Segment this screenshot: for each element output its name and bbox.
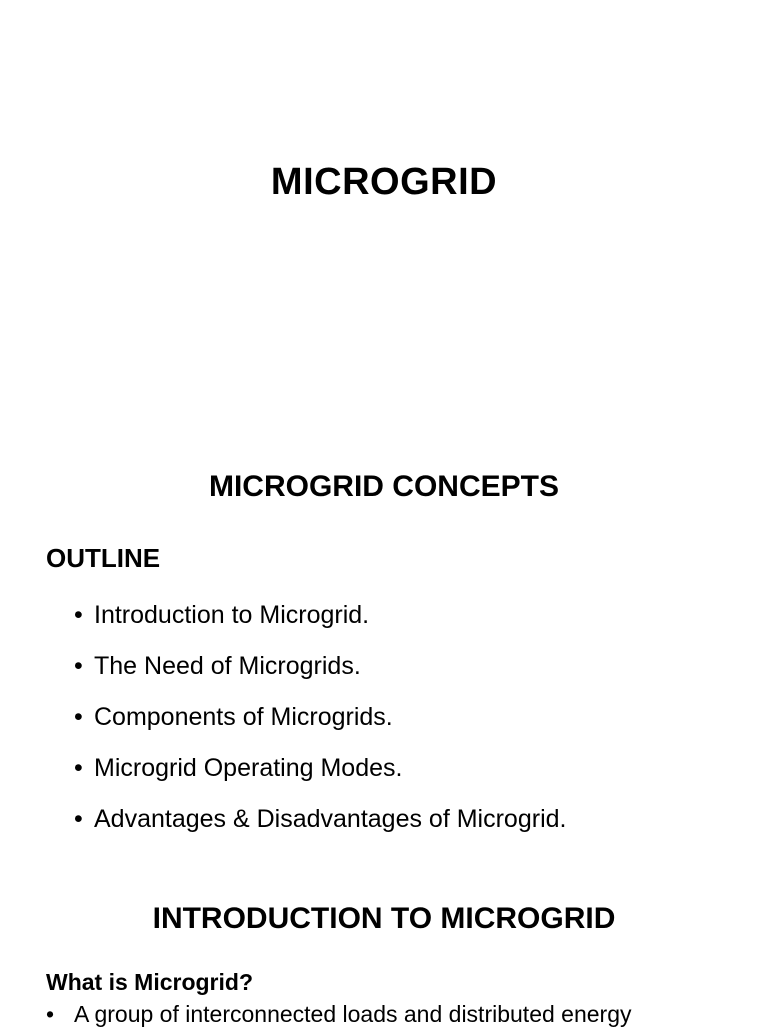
bullet-icon: • bbox=[74, 805, 83, 833]
introduction-section-title: INTRODUCTION TO MICROGRID bbox=[152, 902, 616, 935]
bullet-icon: • bbox=[74, 652, 83, 680]
bullet-icon: • bbox=[46, 1001, 55, 1027]
list-item bbox=[74, 641, 566, 692]
outline-list bbox=[74, 590, 566, 845]
outline-item-label: The Need of Microgrids. bbox=[94, 652, 361, 680]
list-item bbox=[74, 692, 566, 743]
bullet-icon: • bbox=[74, 703, 83, 731]
what-is-microgrid-heading: What is Microgrid? bbox=[46, 969, 253, 995]
introduction-bullet-text: A group of interconnected loads and distributed energy bbox=[74, 1001, 632, 1027]
outline-item-label: Components of Microgrids. bbox=[94, 703, 393, 731]
slide-title: MICROGRID bbox=[270, 161, 498, 203]
outline-item-label: Advantages & Disadvantages of Microgrid. bbox=[94, 805, 567, 833]
list-item bbox=[74, 590, 566, 641]
bullet-icon: • bbox=[74, 601, 83, 629]
list-item bbox=[74, 743, 566, 794]
introduction-bullet bbox=[46, 998, 768, 1030]
outline-item-label: Microgrid Operating Modes. bbox=[94, 754, 403, 782]
list-item bbox=[74, 794, 566, 845]
concepts-section-title: MICROGRID CONCEPTS bbox=[208, 470, 559, 503]
bullet-icon: • bbox=[74, 754, 83, 782]
outline-item-label: Introduction to Microgrid. bbox=[94, 601, 370, 629]
outline-heading: OUTLINE bbox=[46, 543, 161, 573]
